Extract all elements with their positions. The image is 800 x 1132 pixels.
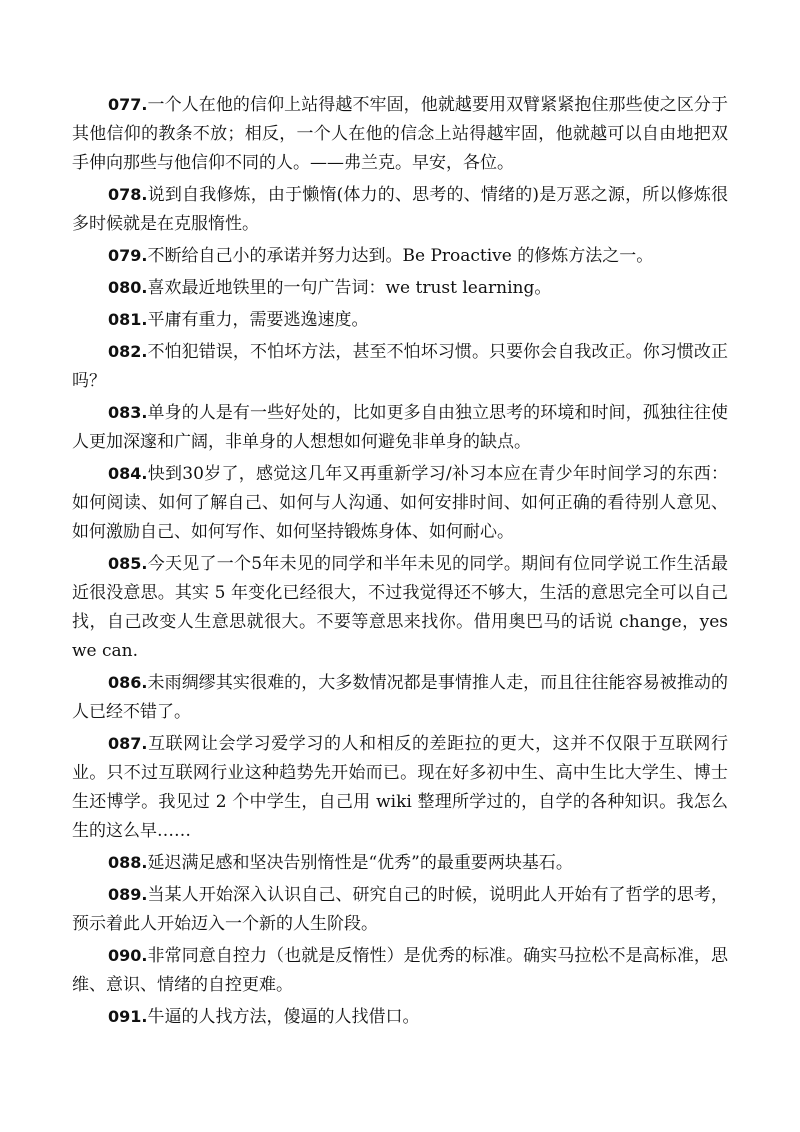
entry-085 (72, 549, 728, 666)
entry-text: 未雨绸缪其实很难的，大多数情况都是事情推人走，而且往往能容易被推动的人已经不错了。 (72, 673, 728, 722)
entry-number: 089. (108, 885, 148, 904)
entry-number: 082. (108, 342, 148, 361)
entry-number: 078. (108, 185, 148, 204)
entry-079 (72, 241, 728, 271)
entry-text: 非常同意自控力（也就是反惰性）是优秀的标准。确实马拉松不是高标准，思维、意识、情绪的自控更难。 (72, 946, 728, 995)
entry-number: 084. (108, 464, 148, 483)
entry-083 (72, 398, 728, 457)
entry-text: 不怕犯错误，不怕坏方法，甚至不怕坏习惯。只要你会自我改正。你习惯改正吗？ (72, 342, 728, 391)
entry-number: 077. (108, 95, 148, 114)
entry-number: 081. (108, 310, 148, 329)
entry-number: 087. (108, 734, 148, 753)
entry-number: 088. (108, 853, 148, 872)
entry-091 (72, 1002, 728, 1032)
entry-number: 085. (108, 554, 148, 573)
entry-text: 说到自我修炼，由于懒惰(体力的、思考的、情绪的)是万恶之源，所以修炼很多时候就是在克服惰性。 (72, 185, 728, 234)
entry-text: 今天见了一个5年未见的同学和半年未见的同学。期间有位同学说工作生活最近很没意思。其实 5 年变化已经很大，不过我觉得还不够大，生活的意思完全可以自己找，自己改变人生意思就很大。不要等意思来找你。借用奥巴马的话说 change，yes we can. (72, 554, 728, 661)
entry-090 (72, 941, 728, 1000)
entry-number: 083. (108, 403, 148, 422)
entry-084 (72, 459, 728, 547)
entry-080 (72, 273, 728, 303)
entry-number: 090. (108, 946, 148, 965)
entry-text: 当某人开始深入认识自己、研究自己的时候，说明此人开始有了哲学的思考，预示着此人开始迈入一个新的人生阶段。 (72, 885, 728, 934)
entry-082 (72, 337, 728, 396)
entry-number: 091. (108, 1007, 148, 1026)
entry-number: 086. (108, 673, 148, 692)
entry-081 (72, 305, 728, 335)
entry-text: 单身的人是有一些好处的，比如更多自由独立思考的环境和时间，孤独往往使人更加深邃和广阔，非单身的人想想如何避免非单身的缺点。 (72, 403, 728, 452)
entry-text: 快到30岁了，感觉这几年又再重新学习/补习本应在青少年时间学习的东西：如何阅读、如何了解自己、如何与人沟通、如何安排时间、如何正确的看待别人意见、如何激励自己、如何写作、如何坚持锻炼身体、如何耐心。 (72, 464, 728, 542)
entry-078 (72, 180, 728, 239)
entry-077 (72, 90, 728, 178)
entry-text: 一个人在他的信仰上站得越不牢固，他就越要用双臂紧紧抱住那些使之区分于其他信仰的教条不放；相反，一个人在他的信念上站得越牢固，他就越可以自由地把双手伸向那些与他信仰不同的人。——弗兰克。早安，各位。 (72, 95, 728, 173)
entry-087 (72, 729, 728, 846)
entry-089 (72, 880, 728, 939)
entry-number: 080. (108, 278, 148, 297)
entry-text: 互联网让会学习爱学习的人和相反的差距拉的更大，这并不仅限于互联网行业。只不过互联网行业这种趋势先开始而已。现在好多初中生、高中生比大学生、博士生还博学。我见过 2 个中学生，自己用 wiki 整理所学过的，自学的各种知识。我怎么生的这么早…… (72, 734, 728, 841)
entry-088 (72, 848, 728, 878)
entry-086 (72, 668, 728, 727)
entry-text: 延迟满足感和坚决告别惰性是“优秀”的最重要两块基石。 (147, 853, 573, 873)
entry-text: 喜欢最近地铁里的一句广告词：we trust learning。 (147, 278, 552, 298)
entry-number: 079. (108, 246, 148, 265)
entry-text: 平庸有重力，需要逃逸速度。 (147, 310, 369, 330)
entry-text: 牛逼的人找方法，傻逼的人找借口。 (147, 1007, 420, 1027)
entry-text: 不断给自己小的承诺并努力达到。Be Proactive 的修炼方法之一。 (147, 246, 654, 266)
